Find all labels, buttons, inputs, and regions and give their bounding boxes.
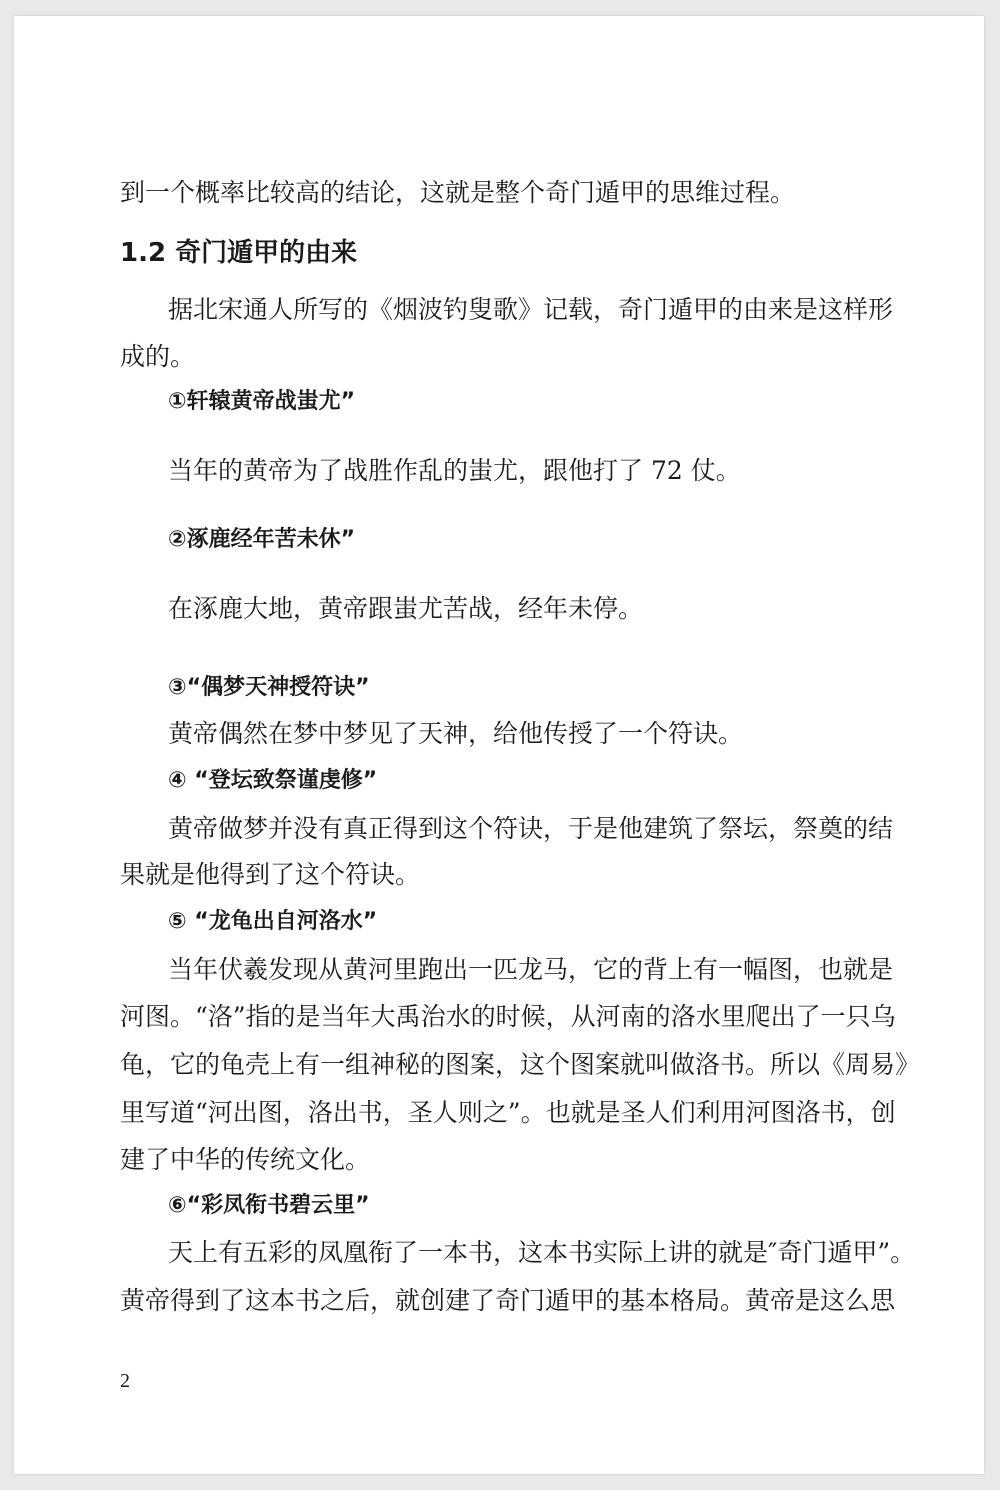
page-number: 2 <box>120 1370 130 1392</box>
paragraph-line: 里写道“河出图，洛出书，圣人则之”。也就是圣人们利用河图洛书，创 <box>120 1098 896 1127</box>
section-heading: 1.2 奇门遁甲的由来 <box>120 238 358 268</box>
subheading-3: ③“偶梦天神授符诀” <box>168 675 370 700</box>
paragraph-line: 当年伏羲发现从黄河里跑出一匹龙马，它的背上有一幅图，也就是 <box>168 955 894 984</box>
paragraph-line: 龟，它的龟壳上有一组神秘的图案，这个图案就叫做洛书。所以《周易》 <box>120 1050 921 1079</box>
subheading-4: ④ “登坛致祭谨虔修” <box>168 768 378 793</box>
paragraph-line: 黄帝偶然在梦中梦见了天神，给他传授了一个符诀。 <box>168 719 744 748</box>
intro-line: 到一个概率比较高的结论，这就是整个奇门遁甲的思维过程。 <box>120 178 796 207</box>
paragraph-line: 河图。“洛”指的是当年大禹治水的时候，从河南的洛水里爬出了一只乌 <box>120 1002 896 1031</box>
paragraph-line: 在涿鹿大地，黄帝跟蚩尤苦战，经年未停。 <box>168 594 644 623</box>
paragraph-line: 天上有五彩的凤凰衔了一本书，这本书实际上讲的就是″奇门遁甲”。 <box>168 1238 916 1267</box>
paragraph-line: 果就是他得到了这个符诀。 <box>120 860 421 889</box>
paragraph-line: 黄帝做梦并没有真正得到这个符诀，于是他建筑了祭坛，祭奠的结 <box>168 814 894 843</box>
paragraph-line: 当年的黄帝为了战胜作乱的蚩尤，跟他打了 72 仗。 <box>168 456 741 485</box>
paragraph-line: 成的。 <box>120 342 196 371</box>
paragraph-line: 建了中华的传统文化。 <box>120 1145 371 1174</box>
subheading-1: ①轩辕黄帝战蚩尤” <box>168 389 356 414</box>
subheading-6: ⑥“彩凤衔书碧云里” <box>168 1193 370 1218</box>
subheading-5: ⑤ “龙龟出自河洛水” <box>168 909 378 934</box>
paragraph-line: 据北宋通人所写的《烟波钓叟歌》记载，奇门遁甲的由来是这样形 <box>168 295 894 324</box>
subheading-2: ②涿鹿经年苦未休” <box>168 527 356 552</box>
paragraph-line: 黄帝得到了这本书之后，就创建了奇门遁甲的基本格局。黄帝是这么思 <box>120 1286 896 1315</box>
